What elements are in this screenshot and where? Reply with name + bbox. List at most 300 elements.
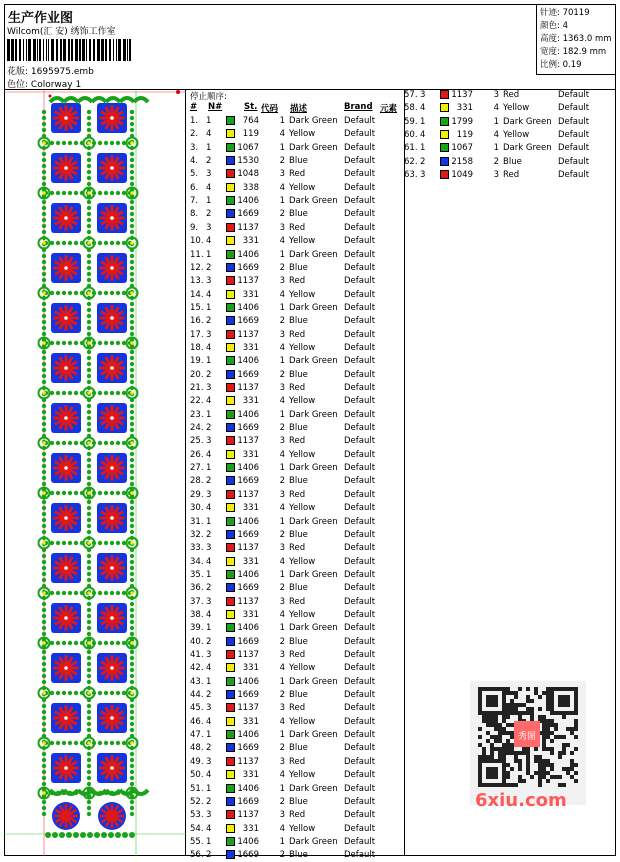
row-code: 1 — [279, 783, 285, 794]
row-code: 1 — [493, 143, 499, 154]
row-num: 53. — [190, 810, 204, 821]
table-row — [190, 369, 405, 382]
row-brand: Default — [344, 383, 376, 393]
row-stitches: 1137 — [237, 222, 259, 233]
row-stitches: 119 — [456, 130, 473, 141]
table-row — [190, 636, 405, 649]
color-swatch — [226, 824, 235, 833]
barcode — [7, 39, 135, 61]
row-description: Red — [503, 90, 520, 100]
row-stitches: 331 — [456, 103, 473, 114]
color-swatch — [226, 703, 235, 712]
row-code: 4 — [279, 503, 285, 514]
table-row — [190, 836, 405, 849]
table-row — [404, 169, 619, 182]
row-needle: 1 — [206, 676, 212, 687]
row-num: 60. — [404, 130, 418, 141]
table-row — [190, 676, 405, 689]
color-swatch — [226, 223, 235, 232]
row-brand: Default — [558, 90, 590, 100]
row-needle: 1 — [206, 356, 212, 367]
table-row — [190, 702, 405, 715]
table-row — [190, 596, 405, 609]
row-code: 2 — [279, 369, 285, 380]
table-row — [190, 716, 405, 729]
qr-badge-text: 秀图 — [517, 732, 537, 742]
row-code: 1 — [279, 409, 285, 420]
row-stitches: 1137 — [237, 596, 259, 607]
row-num: 55. — [190, 836, 204, 847]
row-brand: Default — [344, 716, 376, 727]
row-code: 4 — [279, 129, 285, 140]
row-num: 7. — [190, 196, 199, 207]
table-row — [190, 742, 405, 755]
color-swatch — [226, 797, 235, 806]
row-needle: 1 — [206, 409, 212, 420]
row-brand: Default — [558, 103, 590, 114]
row-code: 2 — [279, 850, 285, 861]
colorway-value: Colorway 1 — [30, 80, 82, 90]
row-needle: 4 — [206, 129, 212, 140]
row-brand: Default — [344, 316, 376, 327]
color-swatch — [226, 663, 235, 672]
row-brand: Default — [344, 543, 376, 554]
row-brand: Default — [344, 222, 376, 233]
row-brand: Default — [344, 489, 376, 500]
table-row — [190, 422, 405, 435]
row-code: 1 — [279, 302, 285, 313]
row-needle: 1 — [420, 143, 426, 154]
header-needle: N# — [208, 102, 223, 112]
row-description: Yellow — [289, 770, 316, 781]
row-brand: Default — [344, 516, 376, 527]
row-brand: Default — [344, 703, 376, 714]
color-swatch — [226, 610, 235, 619]
row-description: Yellow — [289, 236, 316, 247]
row-needle: 3 — [206, 222, 212, 233]
row-description: Blue — [289, 262, 308, 273]
table-row — [190, 315, 405, 328]
spec-height: 高度: 1363.0 mm — [540, 34, 612, 44]
row-stitches: 1137 — [237, 436, 259, 447]
row-needle: 2 — [206, 850, 212, 861]
row-code: 1 — [279, 623, 285, 634]
row-stitches: 1406 — [237, 730, 259, 741]
row-stitches: 1406 — [237, 249, 259, 260]
row-num: 54. — [190, 823, 204, 834]
row-num: 41. — [190, 650, 204, 660]
row-needle: 4 — [206, 236, 212, 247]
color-swatch — [226, 410, 235, 419]
row-brand: Default — [344, 823, 376, 834]
row-stitches: 1406 — [237, 676, 259, 687]
row-num: 28. — [190, 476, 204, 487]
row-description: Yellow — [289, 129, 316, 140]
row-description: Dark Green — [503, 116, 552, 127]
row-description: Blue — [289, 743, 308, 754]
row-code: 2 — [279, 796, 285, 807]
row-num: 4. — [190, 156, 199, 167]
row-code: 4 — [279, 449, 285, 460]
row-brand: Default — [344, 182, 376, 193]
row-stitches: 1669 — [237, 529, 259, 540]
row-brand: Default — [344, 409, 376, 420]
color-swatch — [226, 837, 235, 846]
row-needle: 3 — [206, 169, 212, 180]
row-description: Blue — [289, 156, 308, 167]
row-code: 1 — [279, 142, 285, 153]
row-num: 42. — [190, 663, 204, 674]
row-description: Yellow — [289, 609, 316, 620]
table-row — [404, 116, 619, 129]
colorway-label: 色位: — [7, 80, 29, 90]
row-needle: 3 — [206, 650, 212, 660]
color-swatch — [226, 116, 235, 125]
color-swatch — [226, 530, 235, 539]
spec-scale: 比例: 0.19 — [540, 60, 582, 70]
table-row — [190, 195, 405, 208]
row-needle: 2 — [206, 262, 212, 273]
row-needle: 2 — [206, 743, 212, 754]
table-row — [190, 529, 405, 542]
row-code: 3 — [279, 436, 285, 447]
color-swatch — [226, 743, 235, 752]
row-brand: Default — [344, 529, 376, 540]
row-num: 43. — [190, 676, 204, 687]
row-needle: 1 — [206, 516, 212, 527]
row-needle: 3 — [420, 90, 426, 100]
row-needle: 1 — [206, 463, 212, 474]
row-code: 4 — [279, 770, 285, 781]
row-description: Yellow — [289, 396, 316, 407]
row-brand: Default — [344, 369, 376, 380]
color-swatch — [226, 557, 235, 566]
row-code: 4 — [493, 103, 499, 114]
row-description: Yellow — [289, 556, 316, 567]
row-num: 45. — [190, 703, 204, 714]
row-stitches: 1406 — [237, 783, 259, 794]
row-brand: Default — [344, 743, 376, 754]
color-swatch — [226, 383, 235, 392]
row-brand: Default — [344, 276, 376, 287]
row-stitches: 331 — [242, 770, 259, 781]
stop-sequence-label: 停止顺序: — [190, 92, 227, 102]
color-swatch — [226, 236, 235, 245]
row-code: 2 — [279, 690, 285, 701]
table-row — [190, 823, 405, 836]
row-stitches: 331 — [242, 449, 259, 460]
row-code: 1 — [279, 356, 285, 367]
table-row — [190, 556, 405, 569]
row-code: 3 — [493, 170, 499, 181]
row-brand: Default — [344, 650, 376, 660]
row-description: Yellow — [289, 289, 316, 300]
color-swatch — [440, 157, 449, 166]
row-stitches: 1669 — [237, 636, 259, 647]
row-num: 35. — [190, 569, 204, 580]
row-brand: Default — [344, 690, 376, 701]
row-code: 1 — [279, 116, 285, 126]
design-preview — [4, 90, 186, 856]
color-swatch — [226, 583, 235, 592]
header-code: 代码 — [261, 104, 279, 114]
table-row — [190, 435, 405, 448]
row-brand: Default — [344, 196, 376, 207]
row-stitches: 331 — [242, 236, 259, 247]
row-brand: Default — [344, 623, 376, 634]
table-row — [190, 783, 405, 796]
row-code: 3 — [493, 90, 499, 100]
row-num: 39. — [190, 623, 204, 634]
table-row — [190, 115, 405, 128]
row-num: 46. — [190, 716, 204, 727]
row-needle: 4 — [206, 396, 212, 407]
row-num: 12. — [190, 262, 204, 273]
row-brand: Default — [558, 143, 590, 154]
table-row — [190, 569, 405, 582]
row-brand: Default — [344, 329, 376, 340]
row-num: 47. — [190, 730, 204, 741]
table-row — [190, 809, 405, 822]
table-row — [190, 462, 405, 475]
row-num: 32. — [190, 529, 204, 540]
row-code: 4 — [279, 609, 285, 620]
row-needle: 4 — [206, 663, 212, 674]
row-num: 36. — [190, 583, 204, 594]
row-num: 34. — [190, 556, 204, 567]
row-stitches: 331 — [242, 823, 259, 834]
row-brand: Default — [344, 796, 376, 807]
row-stitches: 1137 — [237, 276, 259, 287]
row-brand: Default — [344, 449, 376, 460]
row-brand: Default — [344, 262, 376, 273]
row-description: Dark Green — [289, 676, 338, 687]
row-stitches: 1406 — [237, 623, 259, 634]
row-num: 23. — [190, 409, 204, 420]
color-swatch — [226, 450, 235, 459]
row-needle: 3 — [206, 276, 212, 287]
table-row — [190, 502, 405, 515]
row-needle: 3 — [206, 543, 212, 554]
color-swatch — [226, 543, 235, 552]
row-num: 20. — [190, 369, 204, 380]
row-code: 1 — [279, 516, 285, 527]
row-brand: Default — [344, 556, 376, 567]
row-description: Yellow — [289, 716, 316, 727]
row-description: Blue — [289, 316, 308, 327]
table-row — [190, 355, 405, 368]
row-stitches: 1799 — [451, 116, 473, 127]
colorway — [7, 77, 81, 90]
row-stitches: 1669 — [237, 850, 259, 861]
row-needle: 2 — [206, 316, 212, 327]
header-brand: Brand — [344, 102, 373, 112]
color-swatch — [226, 209, 235, 218]
page-title: 生产作业图 — [8, 11, 74, 26]
color-swatch — [226, 463, 235, 472]
row-description: Blue — [289, 690, 308, 701]
row-description: Red — [289, 222, 306, 233]
row-stitches: 1067 — [451, 143, 473, 154]
table-row — [190, 849, 405, 862]
row-description: Blue — [503, 156, 522, 167]
row-needle: 1 — [206, 196, 212, 207]
row-description: Red — [503, 170, 520, 181]
row-brand: Default — [344, 423, 376, 434]
row-code: 4 — [279, 556, 285, 567]
header-description: 描述 — [290, 104, 308, 114]
row-code: 4 — [279, 289, 285, 300]
row-num: 57. — [404, 90, 418, 100]
row-num: 25. — [190, 436, 204, 447]
row-stitches: 1137 — [237, 756, 259, 767]
row-code: 2 — [279, 476, 285, 487]
row-code: 1 — [279, 196, 285, 207]
row-needle: 4 — [206, 342, 212, 353]
row-needle: 3 — [206, 383, 212, 393]
row-num: 56. — [190, 850, 204, 861]
row-code: 2 — [279, 636, 285, 647]
row-brand: Default — [344, 209, 376, 220]
row-stitches: 1137 — [237, 383, 259, 393]
row-description: Dark Green — [289, 516, 338, 527]
row-brand: Default — [344, 583, 376, 594]
color-swatch — [226, 690, 235, 699]
table-row — [190, 582, 405, 595]
design-file-value: 1695975.emb — [30, 67, 94, 77]
row-num: 29. — [190, 489, 204, 500]
table-row — [190, 395, 405, 408]
row-num: 24. — [190, 423, 204, 434]
color-swatch — [226, 316, 235, 325]
row-needle: 2 — [206, 476, 212, 487]
row-stitches: 1048 — [237, 169, 259, 180]
row-stitches: 1669 — [237, 209, 259, 220]
row-brand: Default — [344, 609, 376, 620]
row-brand: Default — [344, 850, 376, 861]
row-code: 1 — [279, 249, 285, 260]
header-stitches: St. — [244, 102, 258, 112]
spec-colors: 颜色: 4 — [540, 21, 568, 31]
row-needle: 3 — [420, 170, 426, 181]
row-num: 59. — [404, 116, 418, 127]
row-description: Dark Green — [289, 463, 338, 474]
row-num: 18. — [190, 342, 204, 353]
row-needle: 3 — [206, 489, 212, 500]
color-swatch — [226, 850, 235, 859]
color-swatch — [226, 597, 235, 606]
row-code: 2 — [279, 209, 285, 220]
table-row — [190, 542, 405, 555]
row-num: 52. — [190, 796, 204, 807]
row-num: 50. — [190, 770, 204, 781]
row-num: 58. — [404, 103, 418, 114]
color-swatch — [226, 330, 235, 339]
row-stitches: 1049 — [451, 170, 473, 181]
row-needle: 1 — [206, 142, 212, 153]
color-swatch — [226, 623, 235, 632]
row-stitches: 1406 — [237, 196, 259, 207]
row-description: Dark Green — [289, 249, 338, 260]
row-brand: Default — [344, 129, 376, 140]
row-code: 4 — [279, 182, 285, 193]
color-swatch — [226, 356, 235, 365]
row-stitches: 331 — [242, 556, 259, 567]
table-row — [404, 102, 619, 115]
table-row — [404, 156, 619, 169]
row-num: 49. — [190, 756, 204, 767]
row-stitches: 1137 — [451, 90, 473, 100]
color-swatch — [226, 196, 235, 205]
row-code: 4 — [279, 716, 285, 727]
row-brand: Default — [344, 569, 376, 580]
row-stitches: 1137 — [237, 650, 259, 660]
row-brand: Default — [344, 463, 376, 474]
row-brand: Default — [344, 636, 376, 647]
row-description: Blue — [289, 369, 308, 380]
color-swatch — [440, 170, 449, 179]
row-description: Blue — [289, 209, 308, 220]
color-swatch — [440, 90, 449, 99]
row-needle: 1 — [206, 623, 212, 634]
row-needle: 3 — [206, 329, 212, 340]
row-stitches: 1406 — [237, 409, 259, 420]
row-description: Blue — [289, 583, 308, 594]
spec-stitches: 针迹: 70119 — [540, 8, 590, 18]
row-needle: 3 — [206, 810, 212, 821]
row-needle: 3 — [206, 703, 212, 714]
row-num: 2. — [190, 129, 199, 140]
table-row — [190, 155, 405, 168]
row-stitches: 331 — [242, 609, 259, 620]
row-num: 8. — [190, 209, 199, 220]
row-code: 2 — [279, 316, 285, 327]
table-row — [190, 756, 405, 769]
row-code: 1 — [493, 116, 499, 127]
table-row — [190, 289, 405, 302]
row-code: 1 — [279, 730, 285, 741]
row-stitches: 331 — [242, 342, 259, 353]
row-brand: Default — [344, 676, 376, 687]
row-code: 2 — [279, 529, 285, 540]
row-brand: Default — [344, 810, 376, 821]
row-stitches: 1137 — [237, 810, 259, 821]
row-description: Yellow — [289, 503, 316, 514]
row-needle: 4 — [206, 556, 212, 567]
row-code: 3 — [279, 276, 285, 287]
row-stitches: 1669 — [237, 583, 259, 594]
row-num: 10. — [190, 236, 204, 247]
row-num: 33. — [190, 543, 204, 554]
row-code: 1 — [279, 569, 285, 580]
row-brand: Default — [344, 142, 376, 153]
header-element: 元素 — [380, 104, 398, 114]
row-description: Blue — [289, 850, 308, 861]
color-swatch — [440, 143, 449, 152]
row-description: Dark Green — [289, 623, 338, 634]
row-brand: Default — [558, 170, 590, 181]
row-description: Red — [289, 703, 306, 714]
row-needle: 3 — [206, 756, 212, 767]
row-code: 3 — [279, 650, 285, 660]
row-stitches: 1669 — [237, 743, 259, 754]
row-stitches: 1406 — [237, 569, 259, 580]
row-num: 9. — [190, 222, 199, 233]
row-code: 4 — [493, 130, 499, 141]
row-description: Blue — [289, 529, 308, 540]
row-description: Yellow — [289, 342, 316, 353]
row-num: 38. — [190, 609, 204, 620]
